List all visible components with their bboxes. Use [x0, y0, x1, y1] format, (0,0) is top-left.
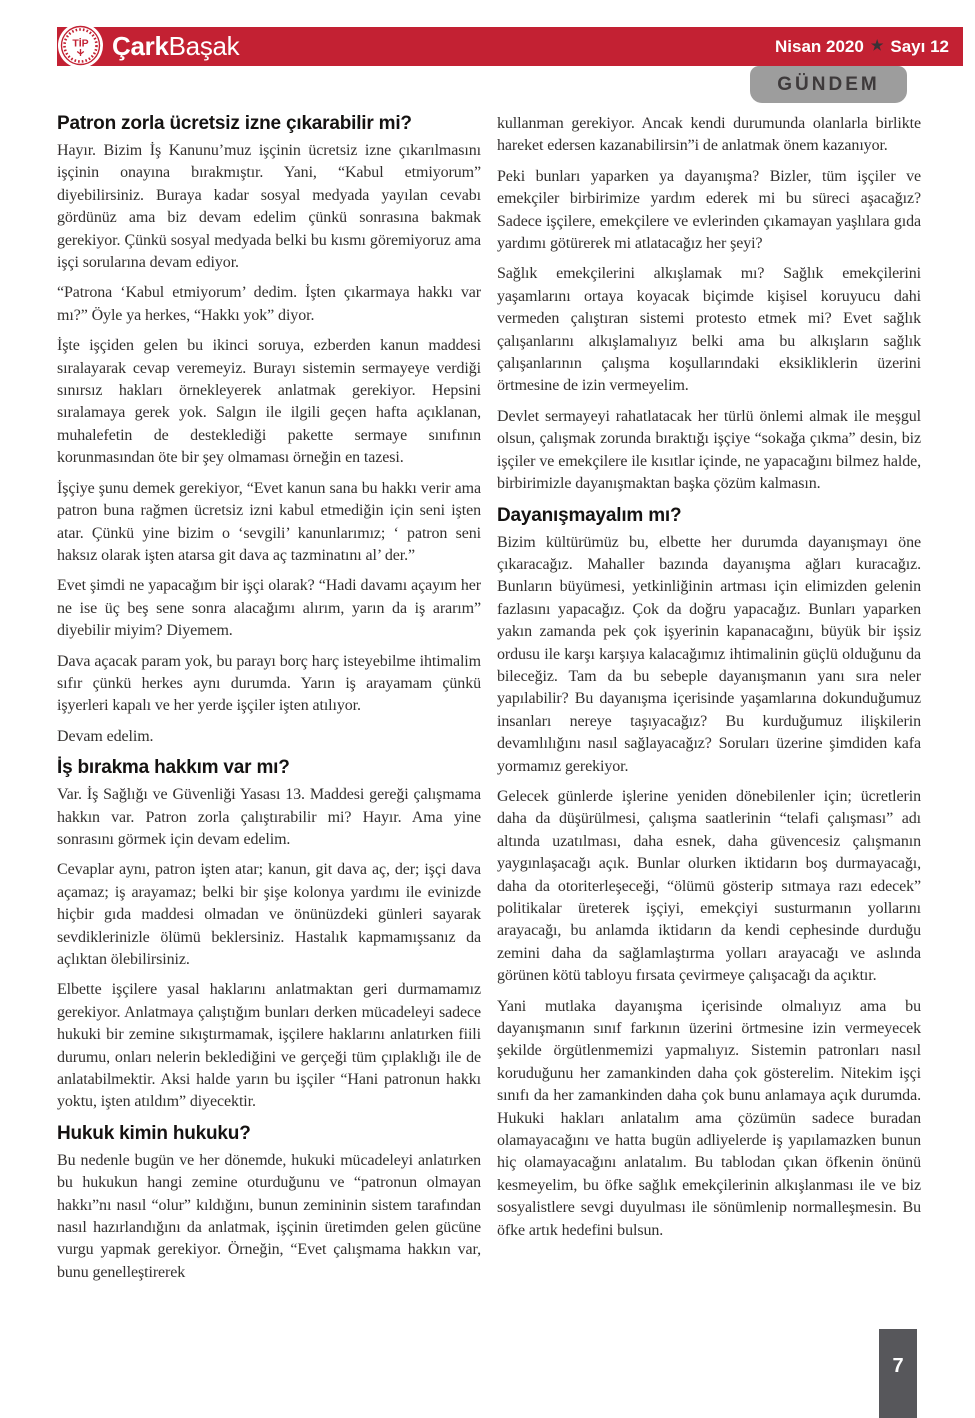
- paragraph: Bu nedenle bugün ve her dönemde, hukuki mücadeleyi anlatırken bu hukukun hangi zemine oturduğunu ve “patronun olmayan hakkı”nı nasıl “olur” kıldığını, bunun zemininin sistem tarafından nasıl hazırlandığını da anlatmak, işçinin üretimden gelen gücüne vurgu yapmak gerekiyor. Örneğin, “Evet çalışmama hakkın var, bunu genelleştirerek: [57, 1151, 481, 1281]
- paragraph: Peki bunları yaparken ya dayanışma? Bizler, tüm işçiler ve emekçiler birbirimize yardım ederek mi bu süreci aşacağız? Sadece işçilere, emekçilere ve evlerinden çıkamayan yaşlılara gıda yardımı götürerek mi atlatacağız her şeyi?: [497, 167, 921, 253]
- paragraph: kullanman gerekiyor. Ancak kendi durumunda olanlarla birlikte hareket edersen kazanabilirsin”i de anlatmak önem kazanıyor.: [497, 115, 921, 155]
- paragraph: Cevaplar aynı, patron işten atar; kanun, git dava aç, der; işçi dava açamaz; iş arayamaz; belki bir şişe kolonya yardımı ile evinizde hiçbir gıda maddesi olmadan ve önünüzdeki günleri sayarak sevdiklerinizle ölümü beklersiniz. Hastalık kapmamışsanız da açlıktan ölebilirsiniz.: [57, 861, 481, 968]
- issue-number: Sayı 12: [890, 36, 949, 56]
- section-heading: Hukuk kimin hukuku?: [57, 1122, 251, 1144]
- tip-logo-text: TİP: [72, 37, 89, 50]
- page-number: 7: [892, 1355, 904, 1377]
- section-heading: Patron zorla ücretsiz izne çıkarabilir mi?: [57, 113, 412, 134]
- section-tab-gundem: GÜNDEM: [750, 66, 907, 103]
- page-number-badge: [879, 1329, 917, 1418]
- paragraph: İşte işçiden gelen bu ikinci soruya, ezberden kanun maddesi sıralayarak cevap veremeyiz. Burayı sistemin sermayeye verdiği sınırsız hakları örnekleyerek anlatmak gerekiyor. Hepsini sıralamaya gerek yok. Salgın ile ilgili geçen hafta açıklanan, muhalefetin de desteklediği pakette sermaye sınıfının korunmasından öte bir şey olmaması örneğin en tazesi.: [57, 337, 481, 467]
- article-column-left: [57, 113, 481, 1292]
- article-column-right: [497, 113, 921, 1250]
- section-heading: Dayanışmayalım mı?: [497, 504, 682, 526]
- tip-logo-icon: [57, 22, 104, 69]
- issue-date: Nisan 2020: [774, 36, 864, 56]
- paragraph: Var. İş Sağlığı ve Güvenliği Yasası 13. Maddesi gereği çalışmama hakkın var. Patron zorla çalıştırabilir mi? Hayır. Ama yine sonrasını görmek için devam edelim.: [57, 786, 481, 848]
- issue-info: [775, 37, 949, 57]
- header-bar: [57, 27, 963, 66]
- paragraph: İşçiye şunu demek gerekiyor, “Evet kanun sana bu hakkı verir ama patron buna rağmen ücretsiz izni kabul etmediğin için seni işten atar. Çünkü yine bizim o ‘sevgili’ kanunlarımız; ‘ patron seni haksız olarak işten atarsa git dava aç tazminatını al’ der.”: [57, 479, 481, 564]
- paragraph: Devlet sermayeyi rahatlatacak her türlü önlemi almak ile meşgul olsun, çalışmak zorunda bıraktığı işçiye “sokağa çıkma” desin, biz işçiler ve emekçilere ile kısıtlar içinde, ne yapacağını bilmez halde, birbirimizle dayanışmaktan başka çözüm kalmasın.: [497, 407, 921, 493]
- brand-title-regular: Başak: [168, 31, 240, 61]
- paragraph: “Patrona ‘Kabul etmiyorum’ dedim. İşten çıkarmaya hakkı var mı?” Öyle ya herkes, “Hakkı yok” diyor.: [57, 284, 481, 324]
- paragraph: Bizim kültürümüz bu, elbette her durumda dayanışmayı öne çıkaracağız. Mahaller bazında dayanışma ağları kuracağız. Bunların büyümesi, yetkinliğinin artması için elimizden gelenin fazlasını yapacağız. Çok da doğru yapacağız. Bunları yaparken yakın zamanda pek çok işyerinin kapanacağını, büyük bir işsiz ordusu ile karşı karşıya kalacağımız ihtimalinin güçlü olduğunu da bileceğiz. Tam da bu sebeple dayanışmanın yanı sıra neler yapılabilir? Bu dayanışma içerisinde yaşamlarına dokunduğumuz insanları nereye taşıyacağız? Bu kurduğumuz ilişkilerin devamlılığını nasıl sağlayacağız? Soruları üzerine şimdiden kafa yormamız gerekiyor.: [497, 533, 921, 775]
- star-icon: ★: [870, 37, 884, 53]
- brand-title-bold: Çark: [112, 31, 169, 61]
- paragraph: Yani mutlaka dayanışma içerisinde olmalıyız ama bu dayanışmanın sınıf farkının üzerini örtmesine izin vermeyecek şekilde örgütlenmemizi yapmalıyız. Sistemin patronları nasıl koruduğunu her zamankinden daha çok gösterelim. Nitekim işçi sınıfı da her zamankinden daha çok bunu anlamaya açık durumda. Hukuki hakları anlatalım ama çözümün sadece buradan olamayacağını ve hatta bugün adliyelerde iş yapılamazken bunun hiç olamayacağını anlatalım. Bu tablodan çıkan öfkenin önünü kesmeyelim, bu öfke sağlık emekçilerinin alkışlanması ile ve biz sosyalistlere sevgi duyulması ile sönümlenip normalleşmesin. Bu öfke artık hedefini bulsun.: [497, 997, 921, 1239]
- paragraph: Gelecek günlerde işlerine yeniden dönebilenler için; ücretlerin daha da düşürülmesi, çalışma saatlerinin “telafi çalışması” adı altında uzatılması, daha esnek, daha güvencesiz çalışmanın yaygınlaşacağı açık. Bunlar olurken iktidarın boş durmayacağı, daha da otoriterleşeceği, “ölümü gösterip sıtmaya razı edecek” politikalar üreterek işçiyi, emekçiyi susturmanın yollarını arayacağı, bu anlamda iktidarın da kendi cephesinde durduğu zemini daha da sağlamlaştırma yolları arayacağı ve aslında görünen kötü tabloyu fırsata çevirmeye çalışacağı da açıktır.: [497, 787, 921, 985]
- paragraph: Elbette işçilere yasal haklarını anlatmaktan geri durmamamız gerekiyor. Anlatmaya çalıştığım bunları derken mücadeleyi sadece hukuki bir zemine sıkıştırmamak, işçilere haklarını anlatırken fiili durumu, onları nelerin beklediğini ve gerçeği tüm çıplaklığı ile de anlatabilmektir. Aksi halde yarın bu işçiler “Hani patronun hakkı yoktu, işten atıldım” diyecektir.: [57, 981, 481, 1111]
- brand-title: [112, 31, 239, 62]
- paragraph: Sağlık emekçilerini alkışlamak mı? Sağlık emekçilerini yaşamlarını ortaya koyacak biçimde kişisel koruyucu dahi vermeden çalıştıran sistemi protesto etmek mi? Evet sağlık çalışanlarını alkışlamalıyız belki ama bu alkışların sağlık çalışanlarının çalışma koşullarındaki eksikliklerin üzerini örtmesine de izin vermeyelim.: [497, 265, 921, 395]
- paragraph: Devam edelim.: [57, 727, 154, 745]
- paragraph: Dava açacak param yok, bu parayı borç harç isteyebilme ihtimalim sıfır çünkü herkes aynı durumda. Yarın iş arayamam çünkü işyerleri kapalı ve her yerde işçiler işten atılıyor.: [57, 652, 481, 715]
- section-heading: İş bırakma hakkım var mı?: [57, 757, 290, 779]
- paragraph: Hayır. Bizim İş Kanunu’muz işçinin ücretsiz izne çıkarılmasını işçinin onayına bırakmıştır. Yani, “Kabul etmiyorum” diyebilirsiniz. Buraya kadar sosyal medyada yayılan cevabı gördünüz ama biz devam edelim çünkü sonrasına bakmak gerekiyor. Çünkü sosyal medyada belki bu kısmı göremiyoruz ama işçi sorularına devam ediyor.: [57, 142, 481, 272]
- paragraph: Evet şimdi ne yapacağım bir işçi olarak? “Hadi davamı açayım her ne ise üç beş sene sonra alacağımı alırım, yarın da iş ararım” diyebilir miyim? Diyemem.: [57, 577, 481, 640]
